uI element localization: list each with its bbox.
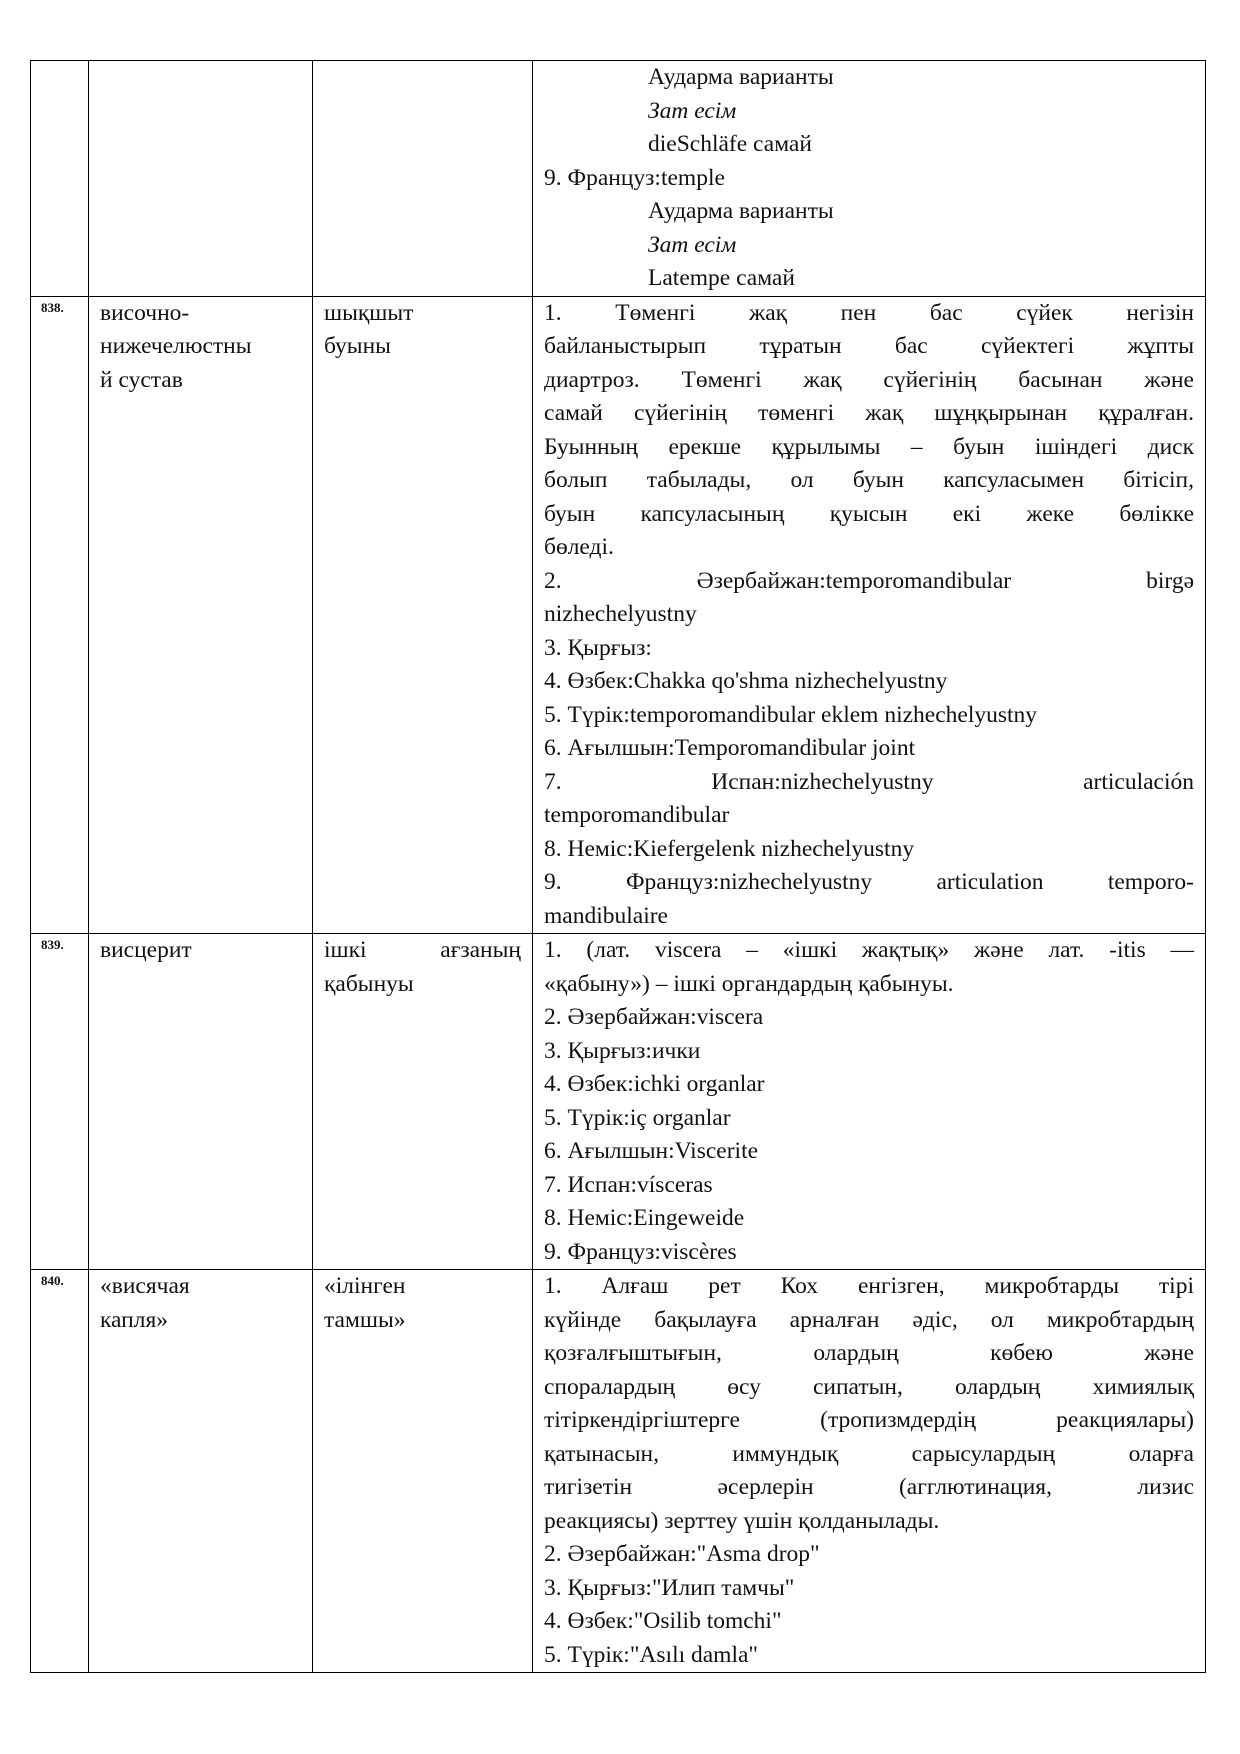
translation-line: 5. Түрік:temporomandibular eklem nizhechelyustny (544, 701, 1038, 728)
definition-line: споралардың өсу сипатын, олардың химиялық (544, 1373, 1194, 1400)
definition-line: қатынасын, иммундық сарысулардың оларға (544, 1440, 1194, 1467)
entry-number: 840. (31, 1270, 89, 1673)
translation-line: mandibulaire (544, 902, 668, 929)
translation-line: 5. Түрік:iç organlar (544, 1104, 731, 1131)
translation-line: 3. Қырғыз:ички (544, 1037, 701, 1064)
definition-line: қозғалғыштығын, олардың көбею және (544, 1340, 1194, 1366)
definition-line: Буынның ерекше құрылымы – буын ішіндегі диск (544, 433, 1194, 460)
translation-line: 4. Өзбек:"Osilib tomchi" (544, 1608, 782, 1634)
definition-line: реакциясы) зерттеу үшін қолданылады. (544, 1507, 940, 1534)
definition-line: болып табылады, ол буын капсуласымен бітісіп, (544, 467, 1194, 493)
term-ru-line: «висячая (100, 1273, 190, 1299)
term-kk-line: қабынуы (324, 970, 414, 997)
term-ru-line: й сустав (100, 366, 183, 393)
term-kk-line: ішкі ағзаның (324, 937, 521, 963)
entry-number: 839. (31, 934, 89, 1270)
term-kk-line: тамшы» (324, 1306, 406, 1333)
term-ru-line: нижечелюстны (100, 333, 252, 359)
definition-line: Latempe самай (648, 265, 795, 291)
definition-line: 9. Француз:temple (544, 164, 725, 191)
table-row-continued (31, 61, 1206, 297)
term-kk-cell (313, 296, 533, 934)
translation-line: 6. Ағылшын:Temporomandibular joint (544, 735, 916, 761)
definition-cell (533, 1270, 1206, 1673)
table-row (31, 1270, 1206, 1673)
translation-line: 9. Француз:nizhechelyustny articulation temporo- (544, 869, 1194, 895)
definition-line: dieSchläfe самай (648, 131, 812, 157)
translation-line: nizhechelyustny (544, 601, 697, 627)
translation-line: 2. Әзербайжан:viscera (544, 1004, 764, 1030)
table-row (31, 296, 1206, 934)
translation-line: 3. Қырғыз: (544, 634, 652, 661)
translation-line: 8. Неміс:Eingeweide (544, 1205, 745, 1231)
definition-line: диартроз. Төменгі жақ сүйегінің басынан және (544, 366, 1194, 393)
definition-line: күйінде бақылауға арналған әдіс, ол микробтардың (544, 1306, 1194, 1333)
definition-line: бөледі. (544, 534, 614, 560)
definition-line: 1. Төменгі жақ пен бас сүйек негізін (544, 299, 1194, 326)
definition-line: Зат есім (648, 231, 737, 258)
definition-line: байланыстырып тұратын бас сүйектегі жұпты (544, 333, 1194, 359)
term-kk-cell (313, 61, 533, 297)
definition-cell (533, 61, 1206, 297)
dictionary-table-body (31, 61, 1206, 1673)
translation-line: 4. Өзбек:ichki organlar (544, 1071, 765, 1097)
translation-line: temporomandibular (544, 802, 730, 828)
entry-number: 838. (31, 296, 89, 934)
definition-line: тигізетін әсерлерін (агглютинация, лизис (544, 1474, 1194, 1500)
definition-line: 1. (лат. viscera – «ішкі жақтық» және лат. -itis — (544, 937, 1194, 963)
translation-line: 5. Түрік:"Asılı damla" (544, 1641, 759, 1668)
translation-line: 9. Француз:viscères (544, 1238, 737, 1265)
definition-line: 1. Алғаш рет Кох енгізген, микробтарды тірі (544, 1273, 1194, 1299)
translation-line: 7. Испан:nizhechelyustny articulación (544, 768, 1194, 795)
term-ru-line: капля» (100, 1306, 169, 1333)
term-kk-cell (313, 1270, 533, 1673)
translation-line: 3. Қырғыз:"Илип тамчы" (544, 1574, 795, 1601)
definition-line: Зат есім (648, 97, 737, 124)
translation-line: 8. Неміс:Kiefergelenk nizhechelyustny (544, 835, 915, 862)
definition-line: тітіркендіргіштерге (тропизмдердің реакциялары) (544, 1407, 1194, 1433)
term-ru-cell (89, 61, 313, 297)
translation-line: 2. Әзербайжан:"Asma drop" (544, 1541, 820, 1567)
translation-line: 7. Испан:vísceras (544, 1171, 713, 1198)
table-row (31, 934, 1206, 1270)
term-kk-cell (313, 934, 533, 1270)
term-ru-cell (89, 296, 313, 934)
term-ru-cell (89, 1270, 313, 1673)
definition-line: «қабыну») – ішкі органдардың қабынуы. (544, 970, 954, 997)
translation-line: 2. Әзербайжан:temporomandibular birgə (544, 567, 1194, 594)
term-kk-line: шықшыт (324, 299, 414, 326)
term-ru-cell (89, 934, 313, 1270)
term-ru-line: висцерит (100, 937, 192, 963)
entry-number-cell (31, 61, 89, 297)
definition-cell (533, 934, 1206, 1270)
translation-line: 6. Ағылшын:Viscerite (544, 1138, 759, 1164)
definition-line: Аудармa варианты (648, 64, 834, 90)
dictionary-table (30, 60, 1206, 1673)
definition-line: самай сүйегінің төменгі жақ шұңқырынан құралған. (544, 400, 1194, 426)
term-kk-line: буыны (324, 333, 391, 359)
definition-line: Аудармa варианты (648, 198, 834, 224)
definition-line: буын капсуласының қуысын екі жеке бөлікке (544, 500, 1194, 527)
translation-line: 4. Өзбек:Chakka qo'shma nizhechelyustny (544, 668, 948, 694)
term-kk-line: «ілінген (324, 1273, 406, 1299)
term-ru-line: височно- (100, 299, 190, 326)
definition-cell (533, 296, 1206, 934)
